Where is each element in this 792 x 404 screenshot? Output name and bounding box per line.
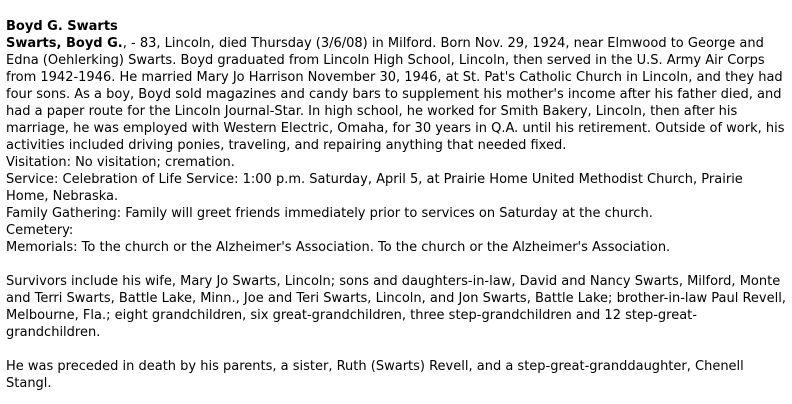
survivors-paragraph: Survivors include his wife, Mary Jo Swarts, Lincoln; sons and daughters-in-law, David and Nancy Swarts, Milford, Monte and Terri Swarts, Battle Lake, Minn., Joe and Teri Swarts, Lincoln, and Jon Swarts, Battle Lake; brother-in-law Paul Revell, Melbourne, Fla.; eight grandchildren, six great-grandchildren, three step-grandchildren and 12 step-great-grandchildren. [6, 274, 786, 340]
obituary-intro [6, 35, 786, 154]
memorials-line: Memorials: To the church or the Alzheimer's Association. To the church or the Alzheimer's Association. [6, 240, 671, 255]
paragraph-gap [6, 256, 786, 273]
family-gathering-line: Family Gathering: Family will greet friends immediately prior to services on Saturday at the church. [6, 206, 653, 221]
visitation-line: Visitation: No visitation; cremation. [6, 155, 235, 170]
service-line: Service: Celebration of Life Service: 1:00 p.m. Saturday, April 5, at Prairie Home United Methodist Church, Prairie Home, Nebraska. [6, 172, 743, 204]
cemetery-line: Cemetery: [6, 223, 74, 238]
obituary-heading: Boyd G. Swarts [6, 19, 118, 34]
intro-text: , - 83, Lincoln, died Thursday (3/6/08) in Milford. Born Nov. 29, 1924, near Elmwood to George and Edna (Oehlerking) Swarts. Boyd graduated from Lincoln High School, Lincoln, then served in the U.S. Army Air Corps from 1942-1946. He married Mary Jo Harrison November 30, 1946, at St. Pat's Catholic Church in Lincoln, and they had four sons. As a boy, Boyd sold magazines and candy bars to supplement his mother's income after his father died, and had a paper route for the Lincoln Journal-Star. In high school, he worked for Smith Bakery, Lincoln, then after his marriage, he was employed with Western Electric, Omaha, for 30 years in Q.A. until his retirement. Outside of work, his activities included driving ponies, traveling, and repairing anything that needed fixed. [6, 36, 785, 153]
deceased-name: Swarts, Boyd G. [6, 36, 123, 51]
paragraph-gap [6, 341, 786, 358]
preceded-paragraph: He was preceded in death by his parents, a sister, Ruth (Swarts) Revell, and a step-great-granddaughter, Chenell Stangl. [6, 359, 744, 391]
